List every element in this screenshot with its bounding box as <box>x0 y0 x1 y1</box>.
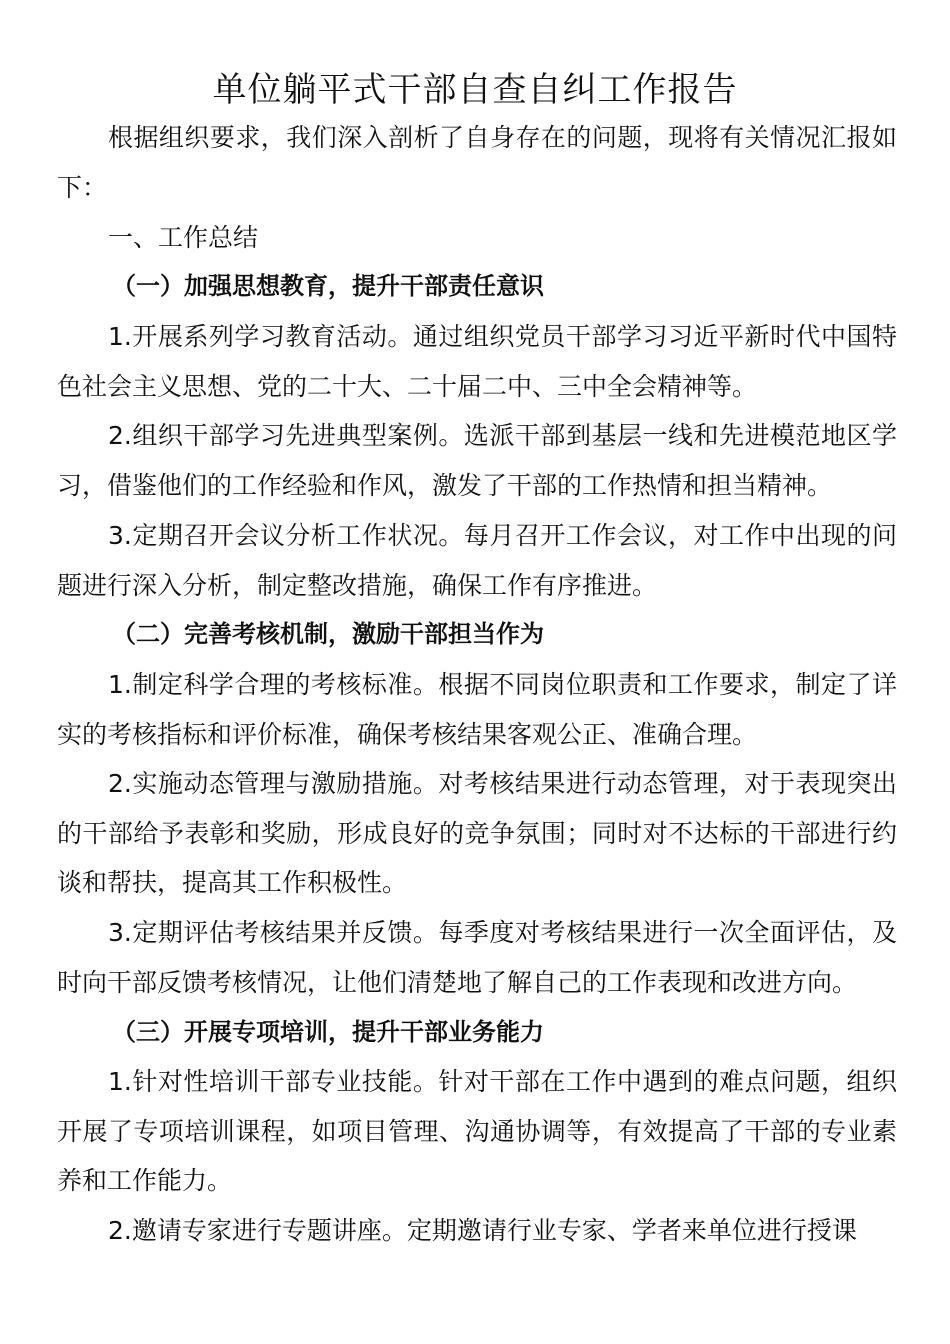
document-title: 单位躺平式干部自查自纠工作报告 <box>212 70 738 110</box>
paragraph-part-one-item-1: 1.开展系列学习教育活动。通过组织党员干部学习习近平新时代中国特色社会主义思想、党的二十大、二十届二中、三中全会精神等。 <box>57 322 897 401</box>
section-heading-work-summary: 一、工作总结 <box>108 223 259 252</box>
subheading-part-three: （三）开展专项培训，提升干部业务能力 <box>112 1018 544 1046</box>
paragraph-part-two-item-3: 3.定期评估考核结果并反馈。每季度对考核结果进行一次全面评估，及时向干部反馈考核情况，让他们清楚地了解自己的工作表现和改进方向。 <box>57 918 897 997</box>
paragraph-part-two-item-2: 2.实施动态管理与激励措施。对考核结果进行动态管理，对于表现突出的干部给予表彰和奖励，形成良好的竞争氛围；同时对不达标的干部进行约谈和帮扶，提高其工作积极性。 <box>57 769 897 898</box>
paragraph-part-three-item-1: 1.针对性培训干部专业技能。针对干部在工作中遇到的难点问题，组织开展了专项培训课程，如项目管理、沟通协调等，有效提高了干部的专业素养和工作能力。 <box>57 1067 897 1196</box>
paragraph-part-one-item-3: 3.定期召开会议分析工作状况。每月召开工作会议，对工作中出现的问题进行深入分析，制定整改措施，确保工作有序推进。 <box>57 521 897 600</box>
paragraph-part-three-item-2: 2.邀请专家进行专题讲座。定期邀请行业专家、学者来单位进行授课 <box>108 1216 857 1245</box>
intro-paragraph: 根据组织要求，我们深入剖析了自身存在的问题，现将有关情况汇报如下： <box>57 123 897 202</box>
paragraph-part-one-item-2: 2.组织干部学习先进典型案例。选派干部到基层一线和先进模范地区学习，借鉴他们的工作经验和作风，激发了干部的工作热情和担当精神。 <box>57 421 897 500</box>
subheading-part-one: （一）加强思想教育，提升干部责任意识 <box>112 272 544 300</box>
subheading-part-two: （二）完善考核机制，激励干部担当作为 <box>112 620 544 648</box>
paragraph-part-two-item-1: 1.制定科学合理的考核标准。根据不同岗位职责和工作要求，制定了详实的考核指标和评价标准，确保考核结果客观公正、准确合理。 <box>57 670 897 749</box>
